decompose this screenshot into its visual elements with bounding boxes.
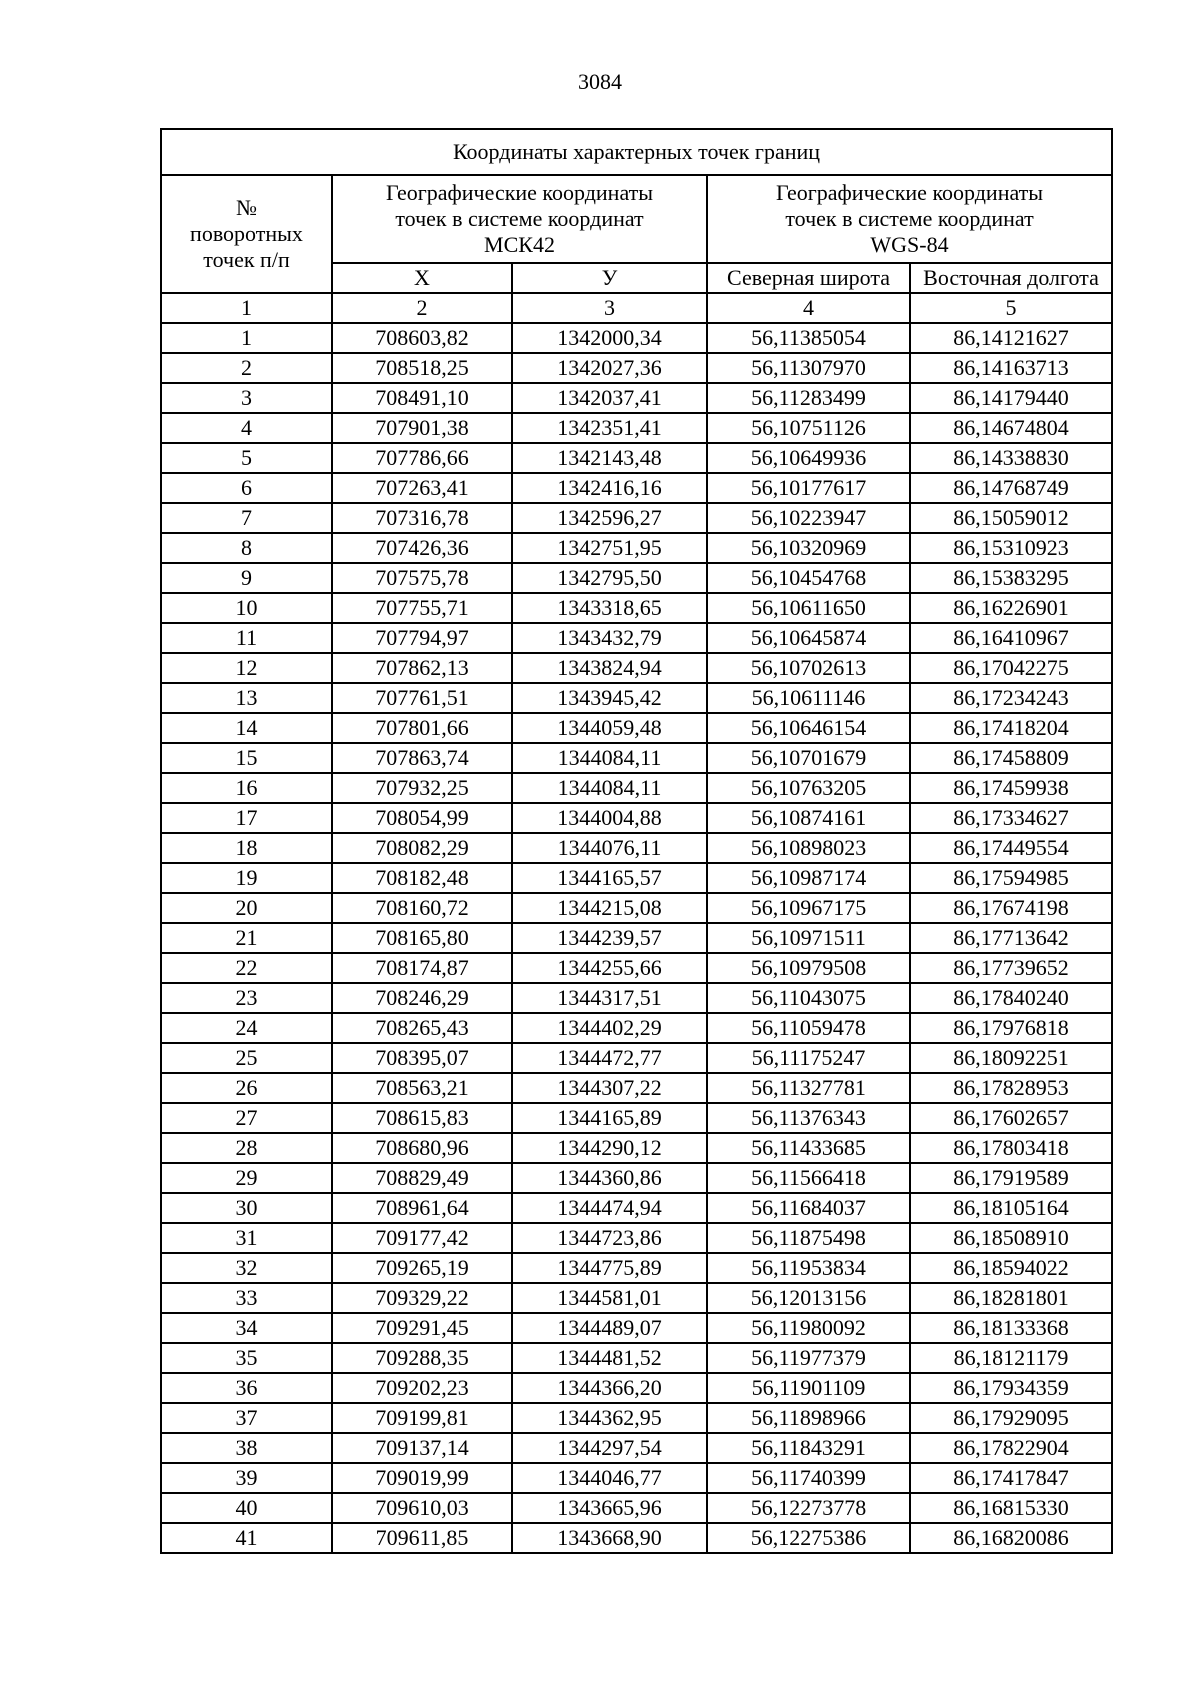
y-cell: 1344581,01 (512, 1283, 707, 1313)
latitude-cell: 56,11977379 (707, 1343, 910, 1373)
table-row (161, 1433, 1112, 1463)
point-number-cell: 32 (161, 1253, 332, 1283)
latitude-cell: 56,11307970 (707, 353, 910, 383)
point-number-cell: 2 (161, 353, 332, 383)
table-row (161, 323, 1112, 353)
longitude-cell: 86,17594985 (910, 863, 1112, 893)
y-cell: 1342037,41 (512, 383, 707, 413)
table-row (161, 1493, 1112, 1523)
point-number-cell: 35 (161, 1343, 332, 1373)
longitude-cell: 86,18281801 (910, 1283, 1112, 1313)
longitude-cell: 86,14768749 (910, 473, 1112, 503)
point-number-cell: 34 (161, 1313, 332, 1343)
x-cell: 708160,72 (332, 893, 512, 923)
y-cell: 1342795,50 (512, 563, 707, 593)
x-cell: 708680,96 (332, 1133, 512, 1163)
table-row (161, 653, 1112, 683)
point-number-cell: 12 (161, 653, 332, 683)
longitude-cell: 86,14179440 (910, 383, 1112, 413)
latitude-cell: 56,11843291 (707, 1433, 910, 1463)
x-cell: 707316,78 (332, 503, 512, 533)
latitude-cell: 56,11059478 (707, 1013, 910, 1043)
point-number-cell: 22 (161, 953, 332, 983)
table-row (161, 353, 1112, 383)
longitude-cell: 86,17976818 (910, 1013, 1112, 1043)
point-number-cell: 14 (161, 713, 332, 743)
y-cell: 1343432,79 (512, 623, 707, 653)
longitude-cell: 86,14338830 (910, 443, 1112, 473)
x-cell: 708054,99 (332, 803, 512, 833)
y-cell: 1342143,48 (512, 443, 707, 473)
table-row (161, 473, 1112, 503)
y-cell: 1342416,16 (512, 473, 707, 503)
latitude-cell: 56,11740399 (707, 1463, 910, 1493)
x-cell: 707863,74 (332, 743, 512, 773)
y-cell: 1344215,08 (512, 893, 707, 923)
x-cell: 708491,10 (332, 383, 512, 413)
y-cell: 1344290,12 (512, 1133, 707, 1163)
table-row (161, 503, 1112, 533)
point-number-cell: 10 (161, 593, 332, 623)
table-row (161, 953, 1112, 983)
latitude-cell: 56,12275386 (707, 1523, 910, 1553)
point-number-cell: 28 (161, 1133, 332, 1163)
point-number-cell: 16 (161, 773, 332, 803)
column-number: 3 (512, 293, 707, 323)
longitude-cell: 86,14163713 (910, 353, 1112, 383)
y-column-header: У (512, 263, 707, 293)
latitude-cell: 56,11385054 (707, 323, 910, 353)
column-number: 4 (707, 293, 910, 323)
y-cell: 1342751,95 (512, 533, 707, 563)
point-number-cell: 7 (161, 503, 332, 533)
point-number-cell: 4 (161, 413, 332, 443)
latitude-cell: 56,10971511 (707, 923, 910, 953)
x-cell: 707755,71 (332, 593, 512, 623)
x-cell: 707263,41 (332, 473, 512, 503)
point-number-cell: 41 (161, 1523, 332, 1553)
x-cell: 707932,25 (332, 773, 512, 803)
point-number-header (161, 175, 332, 293)
y-cell: 1344307,22 (512, 1073, 707, 1103)
longitude-cell: 86,16226901 (910, 593, 1112, 623)
x-cell: 709177,42 (332, 1223, 512, 1253)
y-cell: 1344317,51 (512, 983, 707, 1013)
latitude-cell: 56,11327781 (707, 1073, 910, 1103)
latitude-cell: 56,11953834 (707, 1253, 910, 1283)
table-row (161, 833, 1112, 863)
table-row (161, 1463, 1112, 1493)
point-number-cell: 21 (161, 923, 332, 953)
y-cell: 1344165,89 (512, 1103, 707, 1133)
point-number-cell: 25 (161, 1043, 332, 1073)
longitude-cell: 86,15383295 (910, 563, 1112, 593)
table-row (161, 1283, 1112, 1313)
y-cell: 1342596,27 (512, 503, 707, 533)
coordinates-table (160, 128, 1113, 1554)
latitude-cell: 56,11875498 (707, 1223, 910, 1253)
table-row (161, 1073, 1112, 1103)
x-cell: 708961,64 (332, 1193, 512, 1223)
longitude-cell: 86,17417847 (910, 1463, 1112, 1493)
x-cell: 707786,66 (332, 443, 512, 473)
table-row (161, 1253, 1112, 1283)
x-cell: 709019,99 (332, 1463, 512, 1493)
point-number-header-line: точек п/п (203, 247, 290, 272)
x-cell: 708265,43 (332, 1013, 512, 1043)
latitude-cell: 56,10763205 (707, 773, 910, 803)
point-number-cell: 18 (161, 833, 332, 863)
x-cell: 708829,49 (332, 1163, 512, 1193)
point-number-cell: 36 (161, 1373, 332, 1403)
table-row (161, 1193, 1112, 1223)
point-number-cell: 24 (161, 1013, 332, 1043)
x-cell: 709610,03 (332, 1493, 512, 1523)
y-cell: 1344489,07 (512, 1313, 707, 1343)
wgs84-group-header (707, 175, 1112, 263)
table-row (161, 1013, 1112, 1043)
page-number: 3084 (578, 69, 622, 94)
x-cell: 709611,85 (332, 1523, 512, 1553)
x-cell: 707794,97 (332, 623, 512, 653)
x-cell: 709291,45 (332, 1313, 512, 1343)
point-number-cell: 30 (161, 1193, 332, 1223)
table-row (161, 1043, 1112, 1073)
table-title: Координаты характерных точек границ (161, 129, 1112, 175)
x-cell: 708182,48 (332, 863, 512, 893)
latitude-cell: 56,10223947 (707, 503, 910, 533)
latitude-cell: 56,11901109 (707, 1373, 910, 1403)
y-cell: 1344723,86 (512, 1223, 707, 1253)
msk42-header-line: Географические координаты (385, 180, 654, 205)
x-cell: 707901,38 (332, 413, 512, 443)
msk42-header-line: МСК42 (484, 232, 555, 257)
y-cell: 1344059,48 (512, 713, 707, 743)
point-number-cell: 15 (161, 743, 332, 773)
table-row (161, 1343, 1112, 1373)
y-cell: 1343318,65 (512, 593, 707, 623)
x-cell: 708395,07 (332, 1043, 512, 1073)
y-cell: 1343668,90 (512, 1523, 707, 1553)
longitude-cell: 86,17602657 (910, 1103, 1112, 1133)
y-cell: 1344046,77 (512, 1463, 707, 1493)
y-cell: 1344402,29 (512, 1013, 707, 1043)
x-cell: 707761,51 (332, 683, 512, 713)
table-row (161, 623, 1112, 653)
y-cell: 1344076,11 (512, 833, 707, 863)
longitude-cell: 86,15059012 (910, 503, 1112, 533)
latitude-cell: 56,10979508 (707, 953, 910, 983)
y-cell: 1344472,77 (512, 1043, 707, 1073)
y-cell: 1344481,52 (512, 1343, 707, 1373)
longitude-cell: 86,17934359 (910, 1373, 1112, 1403)
latitude-cell: 56,11376343 (707, 1103, 910, 1133)
column-number: 2 (332, 293, 512, 323)
x-cell: 707862,13 (332, 653, 512, 683)
y-cell: 1342351,41 (512, 413, 707, 443)
table-row (161, 1103, 1112, 1133)
y-cell: 1343824,94 (512, 653, 707, 683)
y-cell: 1342000,34 (512, 323, 707, 353)
latitude-cell: 56,11980092 (707, 1313, 910, 1343)
latitude-cell: 56,10751126 (707, 413, 910, 443)
x-cell: 708165,80 (332, 923, 512, 953)
x-cell: 708518,25 (332, 353, 512, 383)
table-row (161, 1163, 1112, 1193)
x-cell: 707801,66 (332, 713, 512, 743)
table-row (161, 1223, 1112, 1253)
table-row (161, 983, 1112, 1013)
latitude-cell: 56,10611146 (707, 683, 910, 713)
longitude-cell: 86,17418204 (910, 713, 1112, 743)
latitude-cell: 56,10646154 (707, 713, 910, 743)
point-number-cell: 20 (161, 893, 332, 923)
table-row (161, 923, 1112, 953)
column-number: 5 (910, 293, 1112, 323)
x-cell: 709265,19 (332, 1253, 512, 1283)
latitude-cell: 56,12273778 (707, 1493, 910, 1523)
wgs84-header-line: точек в системе координат (785, 206, 1034, 231)
latitude-cell: 56,11684037 (707, 1193, 910, 1223)
longitude-cell: 86,17234243 (910, 683, 1112, 713)
y-cell: 1344366,20 (512, 1373, 707, 1403)
point-number-cell: 31 (161, 1223, 332, 1253)
latitude-cell: 56,10611650 (707, 593, 910, 623)
latitude-cell: 56,11433685 (707, 1133, 910, 1163)
msk42-group-header (332, 175, 707, 263)
table-row (161, 743, 1112, 773)
point-number-cell: 6 (161, 473, 332, 503)
x-cell: 708563,21 (332, 1073, 512, 1103)
y-cell: 1344297,54 (512, 1433, 707, 1463)
x-cell: 709137,14 (332, 1433, 512, 1463)
longitude-cell: 86,14674804 (910, 413, 1112, 443)
longitude-cell: 86,17822904 (910, 1433, 1112, 1463)
x-cell: 709202,23 (332, 1373, 512, 1403)
table-row (161, 593, 1112, 623)
latitude-cell: 56,10649936 (707, 443, 910, 473)
latitude-cell: 56,10645874 (707, 623, 910, 653)
table-row (161, 1523, 1112, 1553)
point-number-cell: 37 (161, 1403, 332, 1433)
x-cell: 708082,29 (332, 833, 512, 863)
longitude-cell: 86,17803418 (910, 1133, 1112, 1163)
latitude-cell: 56,10177617 (707, 473, 910, 503)
latitude-column-header: Северная широта (707, 263, 910, 293)
y-cell: 1344239,57 (512, 923, 707, 953)
table-row (161, 563, 1112, 593)
x-cell: 709329,22 (332, 1283, 512, 1313)
latitude-cell: 56,11566418 (707, 1163, 910, 1193)
point-number-cell: 17 (161, 803, 332, 833)
point-number-cell: 38 (161, 1433, 332, 1463)
y-cell: 1344084,11 (512, 743, 707, 773)
longitude-cell: 86,18133368 (910, 1313, 1112, 1343)
msk42-header-line: точек в системе координат (395, 206, 644, 231)
latitude-cell: 56,10454768 (707, 563, 910, 593)
latitude-cell: 56,11043075 (707, 983, 910, 1013)
longitude-cell: 86,16815330 (910, 1493, 1112, 1523)
table-row (161, 773, 1112, 803)
y-cell: 1343945,42 (512, 683, 707, 713)
point-number-cell: 26 (161, 1073, 332, 1103)
point-number-cell: 29 (161, 1163, 332, 1193)
longitude-cell: 86,17919589 (910, 1163, 1112, 1193)
longitude-cell: 86,14121627 (910, 323, 1112, 353)
latitude-cell: 56,10702613 (707, 653, 910, 683)
point-number-cell: 3 (161, 383, 332, 413)
latitude-cell: 56,11283499 (707, 383, 910, 413)
point-number-cell: 19 (161, 863, 332, 893)
table-row (161, 1373, 1112, 1403)
table-row (161, 533, 1112, 563)
point-number-cell: 33 (161, 1283, 332, 1313)
x-cell: 708174,87 (332, 953, 512, 983)
latitude-cell: 56,10987174 (707, 863, 910, 893)
latitude-cell: 56,11898966 (707, 1403, 910, 1433)
table-row (161, 1133, 1112, 1163)
longitude-cell: 86,17840240 (910, 983, 1112, 1013)
column-number: 1 (161, 293, 332, 323)
longitude-cell: 86,18594022 (910, 1253, 1112, 1283)
table-row (161, 1403, 1112, 1433)
longitude-cell: 86,18121179 (910, 1343, 1112, 1373)
table-row (161, 713, 1112, 743)
longitude-cell: 86,18092251 (910, 1043, 1112, 1073)
longitude-cell: 86,17042275 (910, 653, 1112, 683)
table-row (161, 803, 1112, 833)
y-cell: 1344004,88 (512, 803, 707, 833)
table-body (161, 129, 1112, 1553)
y-cell: 1344362,95 (512, 1403, 707, 1433)
longitude-cell: 86,17674198 (910, 893, 1112, 923)
y-cell: 1344474,94 (512, 1193, 707, 1223)
y-cell: 1344165,57 (512, 863, 707, 893)
x-cell: 709288,35 (332, 1343, 512, 1373)
x-cell: 708603,82 (332, 323, 512, 353)
longitude-cell: 86,17449554 (910, 833, 1112, 863)
point-number-cell: 23 (161, 983, 332, 1013)
longitude-cell: 86,16820086 (910, 1523, 1112, 1553)
latitude-cell: 56,12013156 (707, 1283, 910, 1313)
x-cell: 707426,36 (332, 533, 512, 563)
table-row (161, 1313, 1112, 1343)
column-number-row (161, 293, 1112, 323)
wgs84-header-line: Географические координаты (775, 180, 1044, 205)
latitude-cell: 56,10874161 (707, 803, 910, 833)
longitude-cell: 86,15310923 (910, 533, 1112, 563)
y-cell: 1344775,89 (512, 1253, 707, 1283)
latitude-cell: 56,10320969 (707, 533, 910, 563)
y-cell: 1344255,66 (512, 953, 707, 983)
longitude-cell: 86,16410967 (910, 623, 1112, 653)
table-row (161, 893, 1112, 923)
table-row (161, 683, 1112, 713)
longitude-cell: 86,17739652 (910, 953, 1112, 983)
x-cell: 709199,81 (332, 1403, 512, 1433)
point-number-header-line: № (236, 195, 257, 220)
longitude-cell: 86,17713642 (910, 923, 1112, 953)
y-cell: 1344360,86 (512, 1163, 707, 1193)
longitude-cell: 86,18105164 (910, 1193, 1112, 1223)
longitude-column-header: Восточная долгота (910, 263, 1112, 293)
longitude-cell: 86,18508910 (910, 1223, 1112, 1253)
longitude-cell: 86,17929095 (910, 1403, 1112, 1433)
wgs84-header-line: WGS-84 (870, 232, 949, 257)
point-number-cell: 39 (161, 1463, 332, 1493)
table-row (161, 383, 1112, 413)
point-number-cell: 1 (161, 323, 332, 353)
point-number-cell: 8 (161, 533, 332, 563)
point-number-cell: 27 (161, 1103, 332, 1133)
y-cell: 1342027,36 (512, 353, 707, 383)
longitude-cell: 86,17828953 (910, 1073, 1112, 1103)
table-title-row (161, 129, 1112, 175)
table-row (161, 443, 1112, 473)
point-number-cell: 5 (161, 443, 332, 473)
latitude-cell: 56,11175247 (707, 1043, 910, 1073)
x-cell: 707575,78 (332, 563, 512, 593)
x-column-header: Х (332, 263, 512, 293)
point-number-cell: 40 (161, 1493, 332, 1523)
latitude-cell: 56,10898023 (707, 833, 910, 863)
point-number-cell: 13 (161, 683, 332, 713)
table-group-header-row (161, 175, 1112, 263)
x-cell: 708246,29 (332, 983, 512, 1013)
x-cell: 708615,83 (332, 1103, 512, 1133)
table-row (161, 863, 1112, 893)
point-number-cell: 11 (161, 623, 332, 653)
longitude-cell: 86,17459938 (910, 773, 1112, 803)
longitude-cell: 86,17458809 (910, 743, 1112, 773)
y-cell: 1343665,96 (512, 1493, 707, 1523)
latitude-cell: 56,10701679 (707, 743, 910, 773)
table-row (161, 413, 1112, 443)
longitude-cell: 86,17334627 (910, 803, 1112, 833)
latitude-cell: 56,10967175 (707, 893, 910, 923)
y-cell: 1344084,11 (512, 773, 707, 803)
point-number-cell: 9 (161, 563, 332, 593)
point-number-header-line: поворотных (190, 221, 303, 246)
